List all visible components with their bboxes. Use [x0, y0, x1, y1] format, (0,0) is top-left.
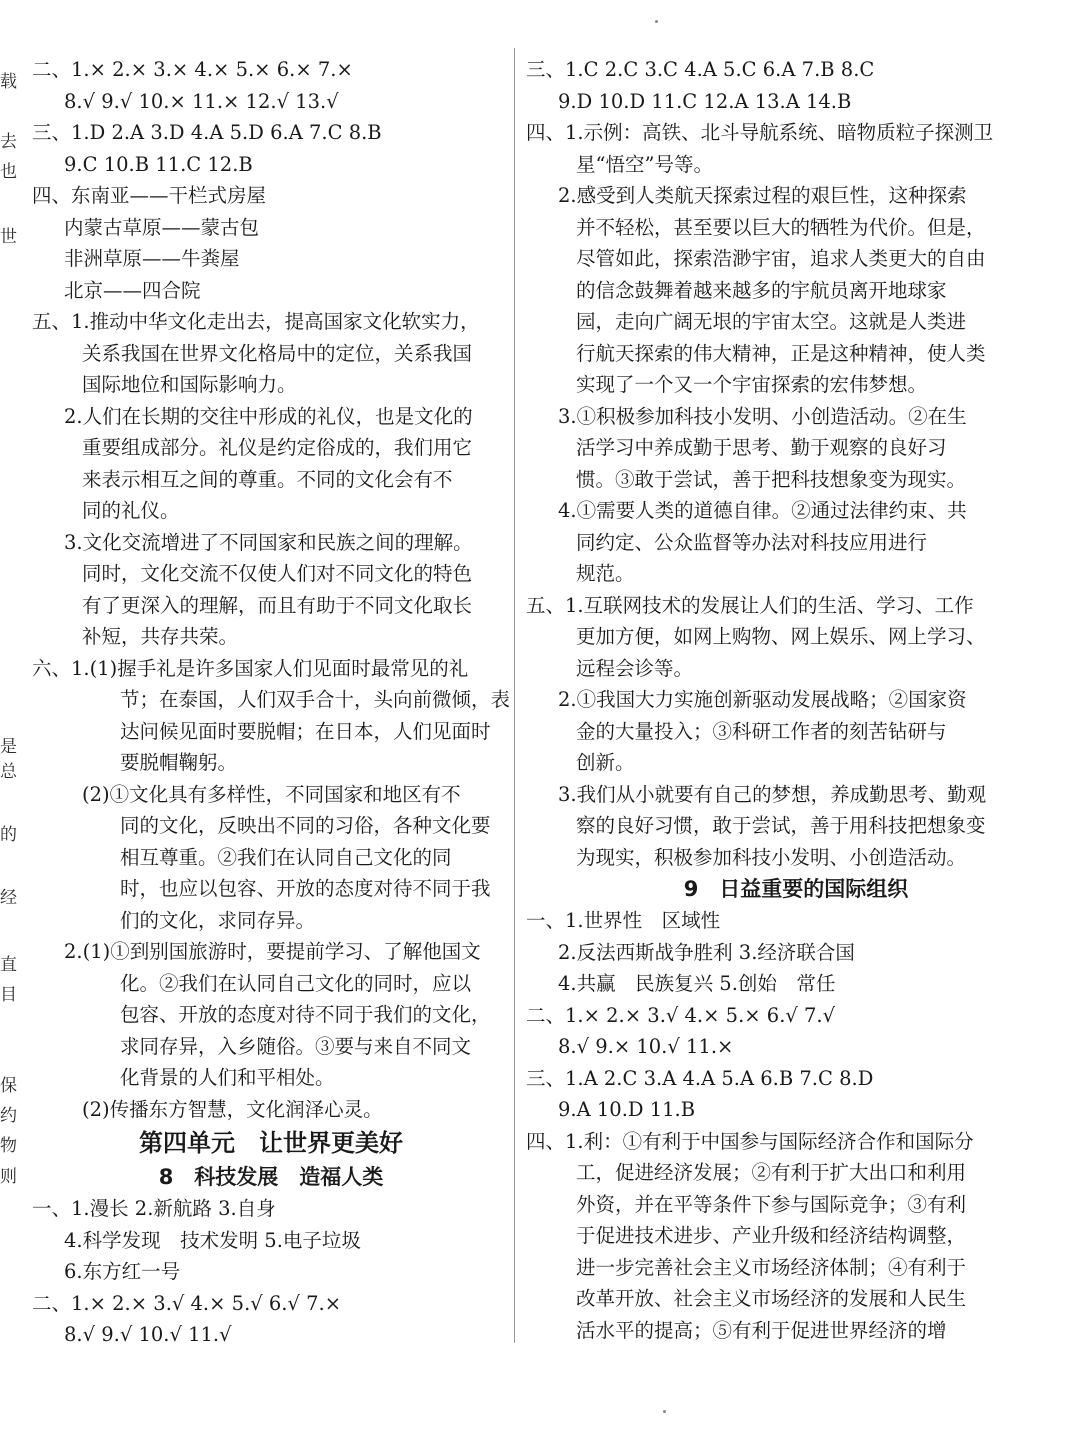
answer-line: 重要组成部分。礼仪是约定俗成的，我们用它 [82, 436, 473, 459]
answer-line: 外资，并在平等条件下参与国际竞争；③有利 [576, 1192, 967, 1216]
column-divider [514, 48, 515, 1343]
answer-line: 化。②我们在认同自己文化的同时，应以 [120, 971, 472, 995]
right-answer-lines [526, 54, 1066, 873]
answer-line: 六、1.(1)握手礼是许多国家人们见面时最常见的礼 [32, 656, 469, 680]
answer-line: 活学习中养成勤于思考、勤于观察的良好习 [576, 436, 947, 459]
answer-line: 2.(1)①到别国旅游时，要提前学习、了解他国文 [64, 940, 481, 963]
answer-line: 来表示相互之间的尊重。不同的文化会有不 [82, 467, 453, 491]
answer-line: 达问候见面时要脱帽；在日本，人们见面时 [120, 719, 491, 743]
answer-line: 4.科学发现 技术发明 5.电子垃圾 [64, 1228, 361, 1252]
lesson-8-answer-lines [32, 1193, 510, 1351]
answer-line: 9.A 10.D 11.B [558, 1098, 696, 1121]
answer-line: 8.√ 9.√ 10.√ 11.√ [64, 1323, 232, 1346]
answer-line: 非洲草原——牛粪屋 [64, 247, 240, 270]
edge-char: 物 [0, 1136, 17, 1156]
edge-char: 目 [0, 985, 17, 1005]
answer-line: 9.D 10.D 11.C 12.A 13.A 14.B [558, 89, 852, 113]
answer-line: 远程会诊等。 [576, 656, 694, 680]
answer-line: (2)传播东方智慧，文化润泽心灵。 [82, 1097, 383, 1121]
answer-line: 规范。 [576, 562, 635, 585]
edge-char: 是 [0, 737, 17, 757]
answer-line: 四、1.利：①有利于中国参与国际经济合作和国际分 [526, 1129, 974, 1153]
answer-line: 一、1.漫长 2.新航路 3.自身 [32, 1197, 276, 1220]
answer-line: 补短，共存共荣。 [82, 625, 239, 648]
answer-line: 节；在泰国，人们双手合十，头向前微倾，表 [120, 688, 510, 711]
answer-line: 3.①积极参加科技小发明、小创造活动。②在生 [558, 404, 967, 428]
edge-char: 约 [0, 1106, 17, 1126]
answer-line: 同的文化，反映出不同的习俗，各种文化要 [120, 814, 491, 837]
answer-line: 并不轻松，甚至要以巨大的牺牲为代价。但是， [576, 215, 986, 239]
answer-line: 2.①我国大力实施创新驱动发展战略；②国家资 [558, 688, 967, 711]
answer-line: 于促进技术进步、产业升级和经济结构调整， [576, 1224, 967, 1247]
answer-line: 活水平的提高；⑤有利于促进世界经济的增 [576, 1318, 947, 1342]
answer-line: 4.共赢 民族复兴 5.创始 常任 [558, 972, 836, 995]
answer-line: 三、1.A 2.C 3.A 4.A 5.A 6.B 7.C 8.D [526, 1066, 874, 1090]
answer-line: 惯。③敢于尝试，善于把科技想象变为现实。 [576, 467, 967, 491]
edge-char: 则 [0, 1167, 17, 1187]
right-column [526, 54, 1066, 1346]
edge-char: 保 [0, 1076, 17, 1096]
edge-char: 也 [0, 162, 17, 182]
answer-line: (2)①文化具有多样性，不同国家和地区有不 [82, 782, 461, 806]
edge-char: 载 [0, 72, 17, 92]
answer-line: 进一步完善社会主义市场经济体制；④有利于 [576, 1255, 967, 1279]
answer-line: 创新。 [576, 751, 635, 774]
answer-line: 金的大量投入；③科研工作者的刻苦钻研与 [576, 719, 947, 743]
unit-title: 第四单元 让世界更美好 [139, 1129, 403, 1157]
answer-line: 园，走向广阔无垠的宇宙太空。这就是人类进 [576, 310, 967, 333]
answer-line: 同的礼仪。 [82, 499, 180, 522]
answer-line: 北京——四合院 [64, 278, 201, 302]
answer-line: 8.√ 9.√ 10.× 11.× 12.√ 13.√ [64, 89, 339, 113]
answer-line: 化背景的人们和平相处。 [120, 1066, 335, 1089]
answer-line: 3.我们从小就要有自己的梦想，养成勤思考、勤观 [558, 782, 987, 806]
answer-line: 内蒙古草原——蒙古包 [64, 215, 260, 239]
left-column [32, 54, 510, 1351]
edge-char: 直 [0, 955, 17, 975]
answer-line: 2.反法西斯战争胜利 3.经济联合国 [558, 940, 855, 964]
answer-line: 二、1.× 2.× 3.× 4.× 5.× 6.× 7.× [32, 58, 353, 81]
scan-speck [663, 1410, 666, 1413]
answer-line: 二、1.× 2.× 3.√ 4.× 5.√ 6.√ 7.× [32, 1291, 342, 1315]
answer-line: 改革开放、社会主义市场经济的发展和人民生 [576, 1287, 967, 1310]
edge-char: 世 [0, 227, 17, 247]
answer-line: 2.人们在长期的交往中形成的礼仪，也是文化的 [64, 404, 473, 428]
answer-line: 为现实，积极参加科技小发明、小创造活动。 [576, 845, 967, 869]
answer-line: 的信念鼓舞着越来越多的宇航员离开地球家 [576, 278, 947, 302]
answer-line: 6.东方红一号 [64, 1260, 181, 1283]
answer-line: 关系我国在世界文化格局中的定位，关系我国 [82, 341, 473, 365]
answer-line: 察的良好习惯，敢于尝试，善于用科技把想象变 [576, 814, 986, 837]
answer-line: 星“悟空”号等。 [576, 152, 713, 176]
answer-line: 有了更深入的理解，而且有助于不同文化取长 [82, 593, 473, 617]
answer-line: 4.①需要人类的道德自律。②通过法律约束、共 [558, 499, 967, 522]
answer-line: 2.感受到人类航天探索过程的艰巨性，这种探索 [558, 184, 967, 207]
answer-line: 三、1.D 2.A 3.D 4.A 5.D 6.A 7.C 8.B [32, 121, 382, 144]
left-answer-lines [32, 54, 510, 1125]
answer-line: 五、1.推动中华文化走出去，提高国家文化软实力， [32, 310, 480, 333]
edge-char: 经 [0, 888, 17, 908]
answer-line: 四、1.示例：高铁、北斗导航系统、暗物质粒子探测卫 [526, 121, 994, 144]
answer-line: 四、东南亚——干栏式房屋 [32, 184, 267, 207]
answer-line: 行航天探索的伟大精神，正是这种精神，使人类 [576, 341, 986, 365]
scan-speck [655, 20, 658, 23]
answer-line: 们的文化，求同存异。 [120, 908, 316, 932]
lesson-9-title: 9 日益重要的国际组织 [683, 877, 909, 901]
edge-char: 的 [0, 825, 17, 845]
answer-line: 相互尊重。②我们在认同自己文化的同 [120, 845, 452, 869]
edge-char: 总 [0, 762, 17, 782]
answer-line: 二、1.× 2.× 3.√ 4.× 5.× 6.√ 7.√ [526, 1003, 836, 1027]
answer-line: 国际地位和国际影响力。 [82, 373, 297, 396]
answer-line: 9.C 10.B 11.C 12.B [64, 152, 253, 176]
answer-line: 8.√ 9.× 10.√ 11.× [558, 1035, 734, 1058]
answer-line: 要脱帽鞠躬。 [120, 751, 238, 774]
answer-line: 同约定、公众监督等办法对科技应用进行 [576, 530, 928, 554]
answer-line: 实现了一个又一个宇宙探索的宏伟梦想。 [576, 373, 928, 396]
answer-line: 五、1.互联网技术的发展让人们的生活、学习、工作 [526, 593, 974, 617]
answer-line: 包容、开放的态度对待不同于我们的文化， [120, 1003, 491, 1026]
answer-line: 工，促进经济发展；②有利于扩大出口和利用 [576, 1161, 967, 1184]
answer-line: 同时，文化交流不仅使人们对不同文化的特色 [82, 562, 473, 585]
answer-line: 3.文化交流增进了不同国家和民族之间的理解。 [64, 530, 473, 554]
lesson-8-title: 8 科技发展 造福人类 [158, 1165, 384, 1189]
answer-line: 尽管如此，探索浩渺宇宙，追求人类更大的自由 [576, 247, 986, 270]
lesson-9-answer-lines [526, 905, 1066, 1346]
answer-line: 一、1.世界性 区域性 [526, 909, 721, 932]
answer-line: 更加方便，如网上购物、网上娱乐、网上学习、 [576, 625, 986, 648]
edge-char: 去 [0, 132, 17, 152]
answer-line: 时，也应以包容、开放的态度对待不同于我 [120, 877, 491, 900]
answer-line: 三、1.C 2.C 3.C 4.A 5.C 6.A 7.B 8.C [526, 58, 875, 81]
answer-line: 求同存异，入乡随俗。③要与来自不同文 [120, 1034, 472, 1058]
